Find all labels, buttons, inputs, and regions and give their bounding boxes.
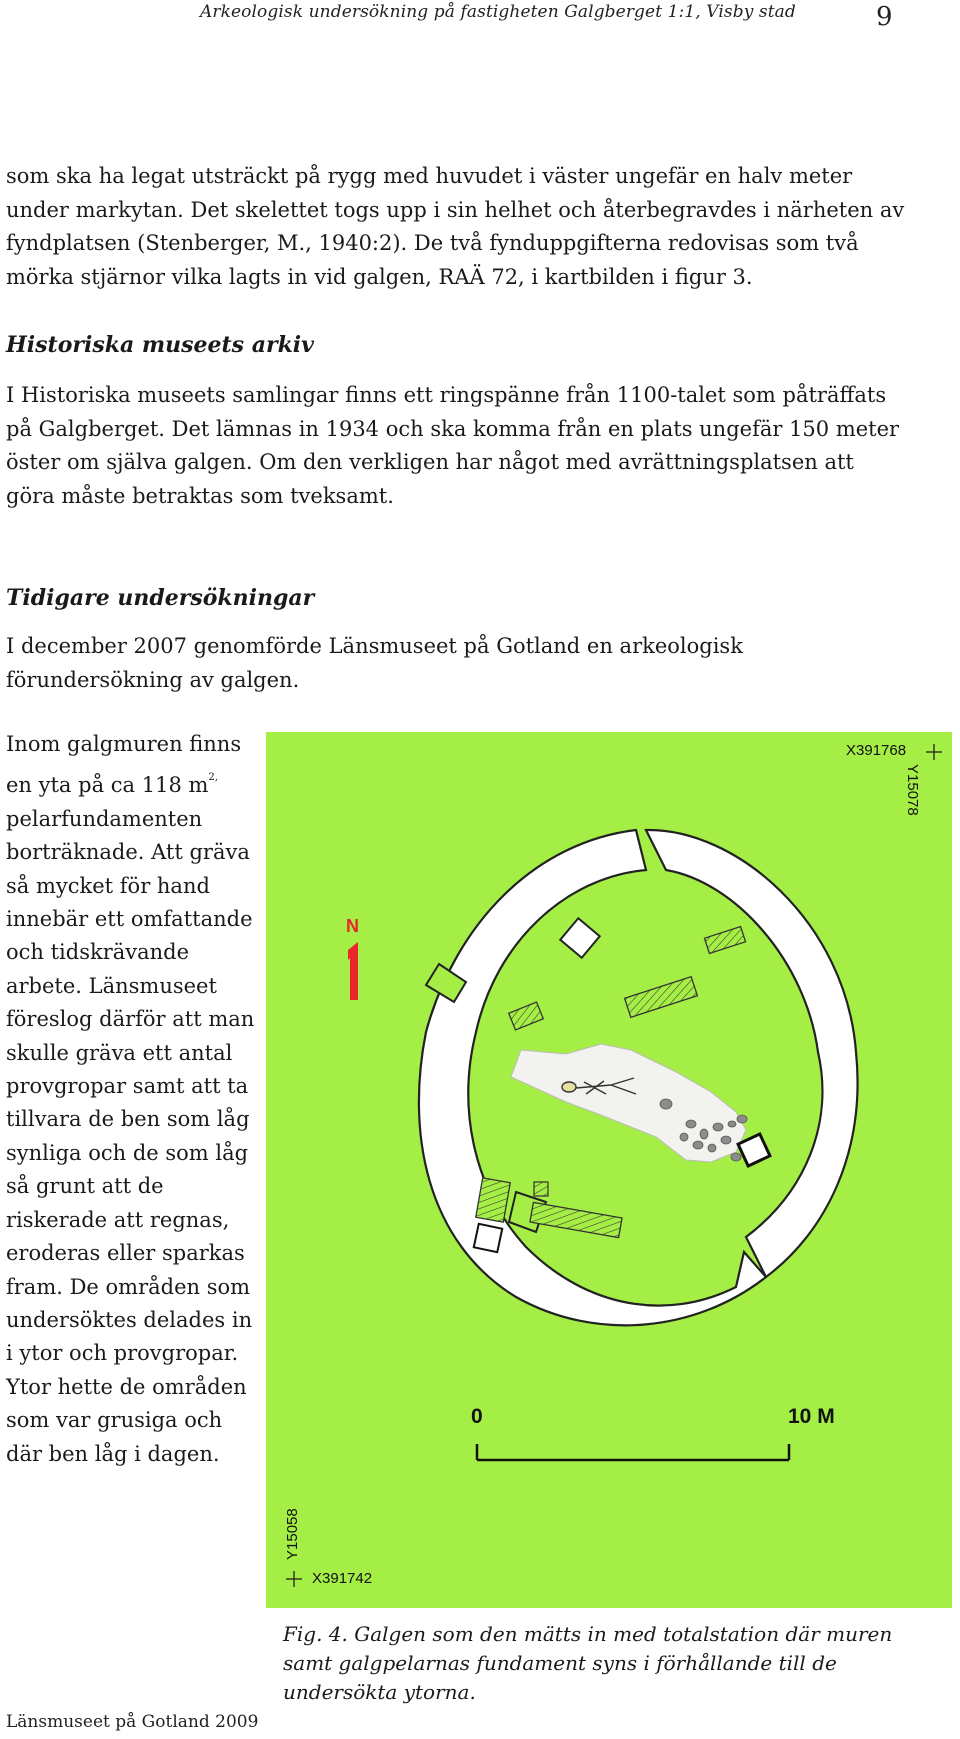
running-title: Arkeologisk undersökning på fastigheten Galgberget 1:1, Visby stad — [200, 2, 796, 22]
figure-caption: Fig. 4. Galgen som den mätts in med totalstation där muren samt galgpelarnas fundament syns i förhållande till de undersökta ytorna. — [283, 1622, 893, 1704]
hatched-area-6 — [534, 1182, 548, 1196]
scale-end-label: 10 M — [788, 1405, 835, 1428]
hatched-area-3 — [509, 1002, 544, 1030]
page-footer: Länsmuseet på Gotland 2009 — [6, 1712, 259, 1732]
hatched-area-2 — [704, 927, 745, 954]
coordinate-top-y: Y15078 — [904, 764, 921, 816]
section-heading-archive: Historiska museets arkiv — [6, 332, 314, 358]
north-arrow-icon — [348, 942, 358, 1000]
pillar-foundation-1 — [560, 918, 599, 957]
coordinate-bottom-y: Y15058 — [284, 1508, 301, 1560]
pillar-foundation-3 — [474, 1224, 502, 1252]
crosshair-bottom-left — [286, 1571, 302, 1587]
coordinate-top-x: X391768 — [846, 742, 907, 759]
side-text-start: Inom galgmuren finns en yta på ca 118 m — [6, 732, 242, 798]
coordinate-bottom-x: X391742 — [312, 1570, 373, 1587]
scale-bar — [477, 1444, 789, 1460]
archive-paragraph: I Historiska museets samlingar finns ett ringspänne från 1100-talet som påträffats på Galgberget. Det lämnas in 1934 och ska komma från en plats ungefär 150 meter öster om själva galgen. Om den verkligen har något med avrättningsplatsen att göra måste betraktas som tveksamt. — [6, 383, 900, 508]
side-paragraph — [6, 728, 261, 1471]
site-map-figure — [266, 732, 952, 1608]
page-number: 9 — [876, 2, 893, 32]
pillar-foundation-2 — [738, 1134, 770, 1166]
side-text-rest: pelarfundamenten borträknade. Att gräva så mycket för hand innebär ett omfattande och tidskrävande arbete. Länsmuseet föreslog därför att man skulle gräva ett antal provgropar samt att ta tillvara de ben som låg synliga och de som låg så grunt att de riskerade att regnas, eroderas eller sparkas fram. De områden som undersöktes delades in i ytor och provgropar. Ytor hette de områden som var grusiga och där ben låg i dagen. — [6, 806, 255, 1466]
crosshair-top-right — [926, 744, 942, 760]
intro-paragraph: som ska ha legat utsträckt på rygg med huvudet i väster ungefär en halv meter under markytan. Det skelettet togs upp i sin helhet och återbegravdes i närheten av fyndplatsen (Stenberger, M., 1940:2). De två fynduppgifterna redovisas som två mörka stjärnor vilka lagts in vid galgen, RAÄ 72, i kartbilden i figur 3. — [6, 164, 905, 289]
hatched-area-4 — [476, 1178, 511, 1222]
hatched-area-1 — [625, 977, 698, 1018]
superscript: 2, — [208, 772, 218, 784]
site-map-drawing — [266, 732, 952, 1608]
earlier-paragraph: I december 2007 genomförde Länsmuseet på Gotland en arkeologisk förundersökning av galgen. — [6, 634, 743, 692]
section-heading-earlier: Tidigare undersökningar — [6, 585, 315, 611]
scale-start-label: 0 — [471, 1405, 483, 1428]
north-label: N — [346, 916, 359, 936]
hatched-area-5 — [530, 1202, 622, 1237]
